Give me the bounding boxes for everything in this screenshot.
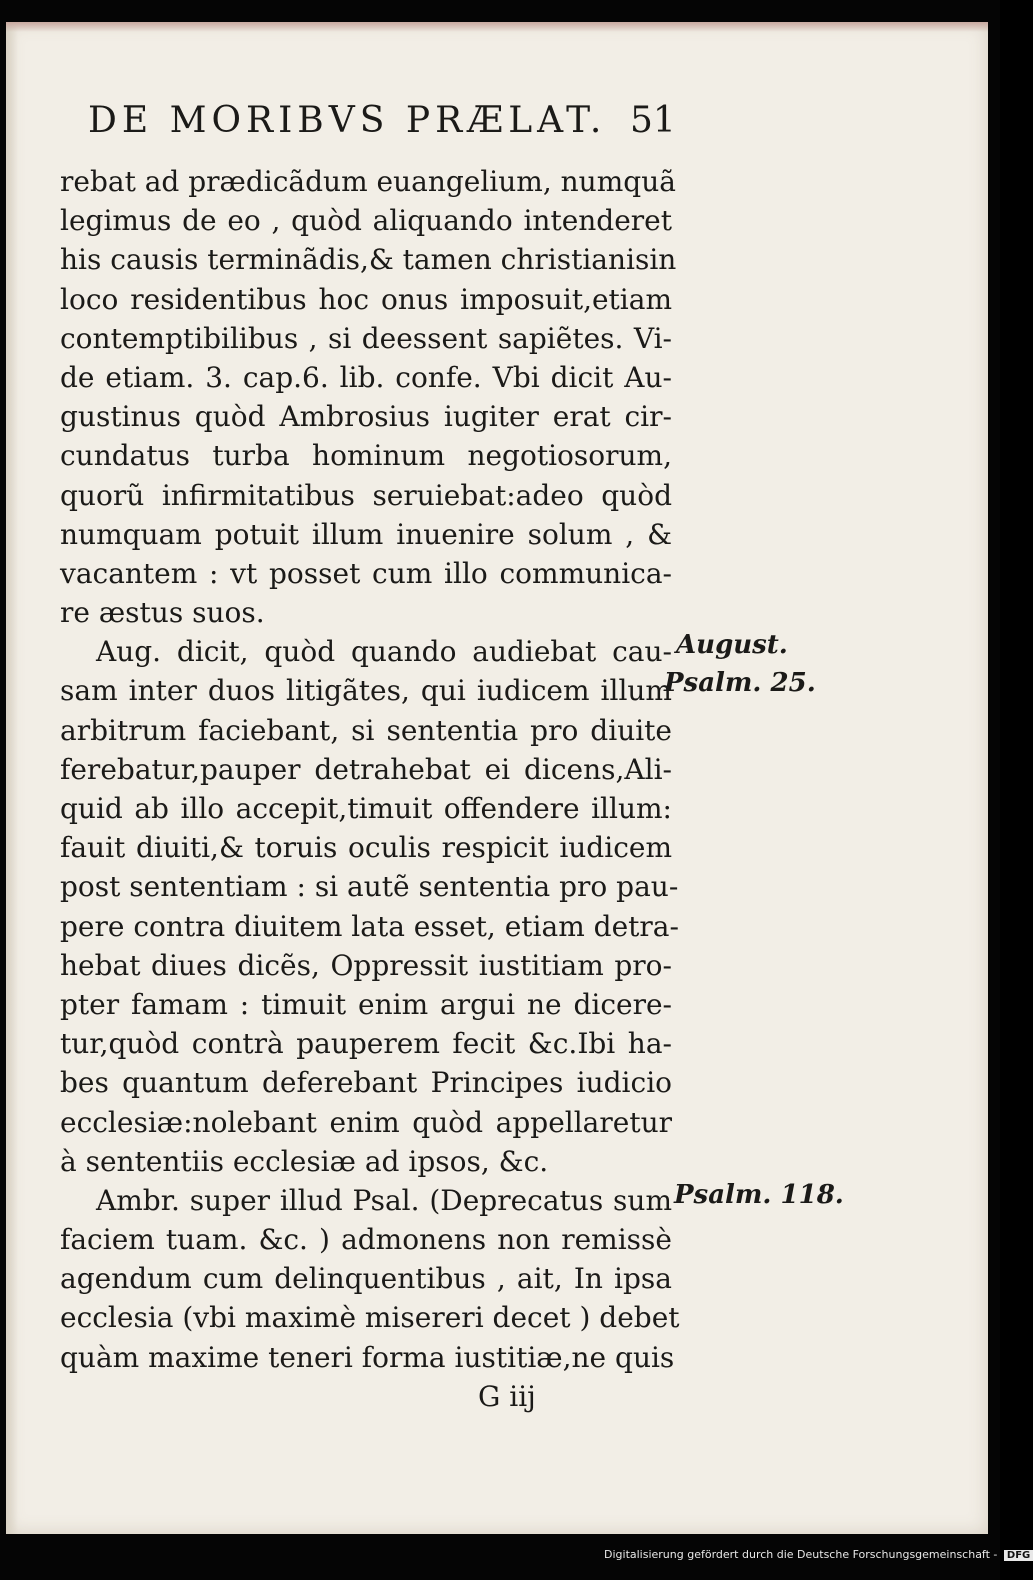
paragraph-start-line: Ambr. super illud Psal. (Deprecatus sum bbox=[96, 1183, 672, 1217]
text-line: pere contra diuitem lata esset, etiam detra- bbox=[60, 909, 679, 943]
text-line: quàm maxime teneri forma iustitiæ,ne quis bbox=[60, 1340, 675, 1374]
credit-text: Digitalisierung gefördert durch die Deutsche Forschungsgemeinschaft - bbox=[604, 1548, 998, 1561]
marginal-note-psalm-25: Psalm. 25. bbox=[664, 668, 816, 698]
marginal-note-august: August. bbox=[676, 630, 788, 660]
text-line: re æstus suos. bbox=[60, 596, 265, 630]
page-top-edge bbox=[6, 22, 988, 32]
text-line: vacantem : vt posset cum illo communica- bbox=[60, 556, 672, 590]
text-line: ecclesia (vbi maximè misereri decet ) debet bbox=[60, 1301, 680, 1335]
text-line: tur,quòd contrà pauperem fecit &c.Ibi ha- bbox=[60, 1027, 672, 1061]
text-line: bes quantum deferebant Principes iudicio bbox=[60, 1066, 672, 1100]
text-line: cundatus turba hominum negotiosorum, bbox=[60, 439, 672, 473]
text-line: his causis terminãdis,& tamen christianisin bbox=[60, 243, 677, 277]
digitization-credit bbox=[604, 1548, 1033, 1561]
text-line: gustinus quòd Ambrosius iugiter erat cir- bbox=[60, 400, 672, 434]
text-line: agendum cum delinquentibus , ait, In ipsa bbox=[60, 1262, 672, 1296]
text-line: à sententiis ecclesiæ ad ipsos, &c. bbox=[60, 1144, 549, 1178]
text-line: faciem tuam. &c. ) admonens non remissè bbox=[60, 1223, 672, 1257]
text-line: sam inter duos litigãtes, qui iudicem illum bbox=[60, 674, 672, 708]
text-line: numquam potuit illum inuenire solum , & bbox=[60, 517, 672, 551]
body-text bbox=[60, 162, 680, 1416]
dfg-logo: DFG bbox=[1004, 1550, 1033, 1561]
text-line: fauit diuiti,& toruis oculis respicit iudicem bbox=[60, 831, 672, 865]
text-line: post sententiam : si autẽ sententia pro pau- bbox=[60, 870, 679, 904]
text-line: ecclesiæ:nolebant enim quòd appellaretur bbox=[60, 1105, 672, 1139]
book-page bbox=[6, 22, 988, 1534]
text-line: de etiam. 3. cap.6. lib. confe. Vbi dicit Au- bbox=[60, 360, 672, 394]
text-line: arbitrum faciebant, si sententia pro diuite bbox=[60, 713, 672, 747]
text-line: rebat ad prædicãdum euangelium, numquã bbox=[60, 165, 676, 198]
marginal-note-psalm-118: Psalm. 118. bbox=[674, 1180, 844, 1210]
text-line: quid ab illo accepit,timuit offendere illum: bbox=[60, 792, 672, 825]
signature-mark: G iij bbox=[478, 1379, 536, 1413]
paragraph-start-line: Aug. dicit, quòd quando audiebat cau- bbox=[96, 635, 672, 669]
text-line: contemptibilibus , si deessent sapiẽtes. Vi- bbox=[60, 321, 672, 355]
page-gutter-shadow bbox=[6, 22, 18, 1534]
text-line: quorũ infirmitatibus seruiebat:adeo quòd bbox=[60, 478, 672, 512]
text-line: loco residentibus hoc onus imposuit,etiam bbox=[60, 282, 672, 316]
running-header bbox=[88, 100, 676, 141]
running-title: DE MORIBVS PRÆLAT. bbox=[88, 100, 607, 141]
text-line: legimus de eo , quòd aliquando intenderet bbox=[60, 204, 672, 238]
text-line: ferebatur,pauper detrahebat ei dicens,Ali- bbox=[60, 752, 672, 786]
text-line: pter famam : timuit enim argui ne dicere- bbox=[60, 987, 672, 1021]
folio-number: 51 bbox=[630, 100, 676, 141]
text-line: hebat diues dicẽs, Oppressit iustitiam pro- bbox=[60, 948, 672, 982]
